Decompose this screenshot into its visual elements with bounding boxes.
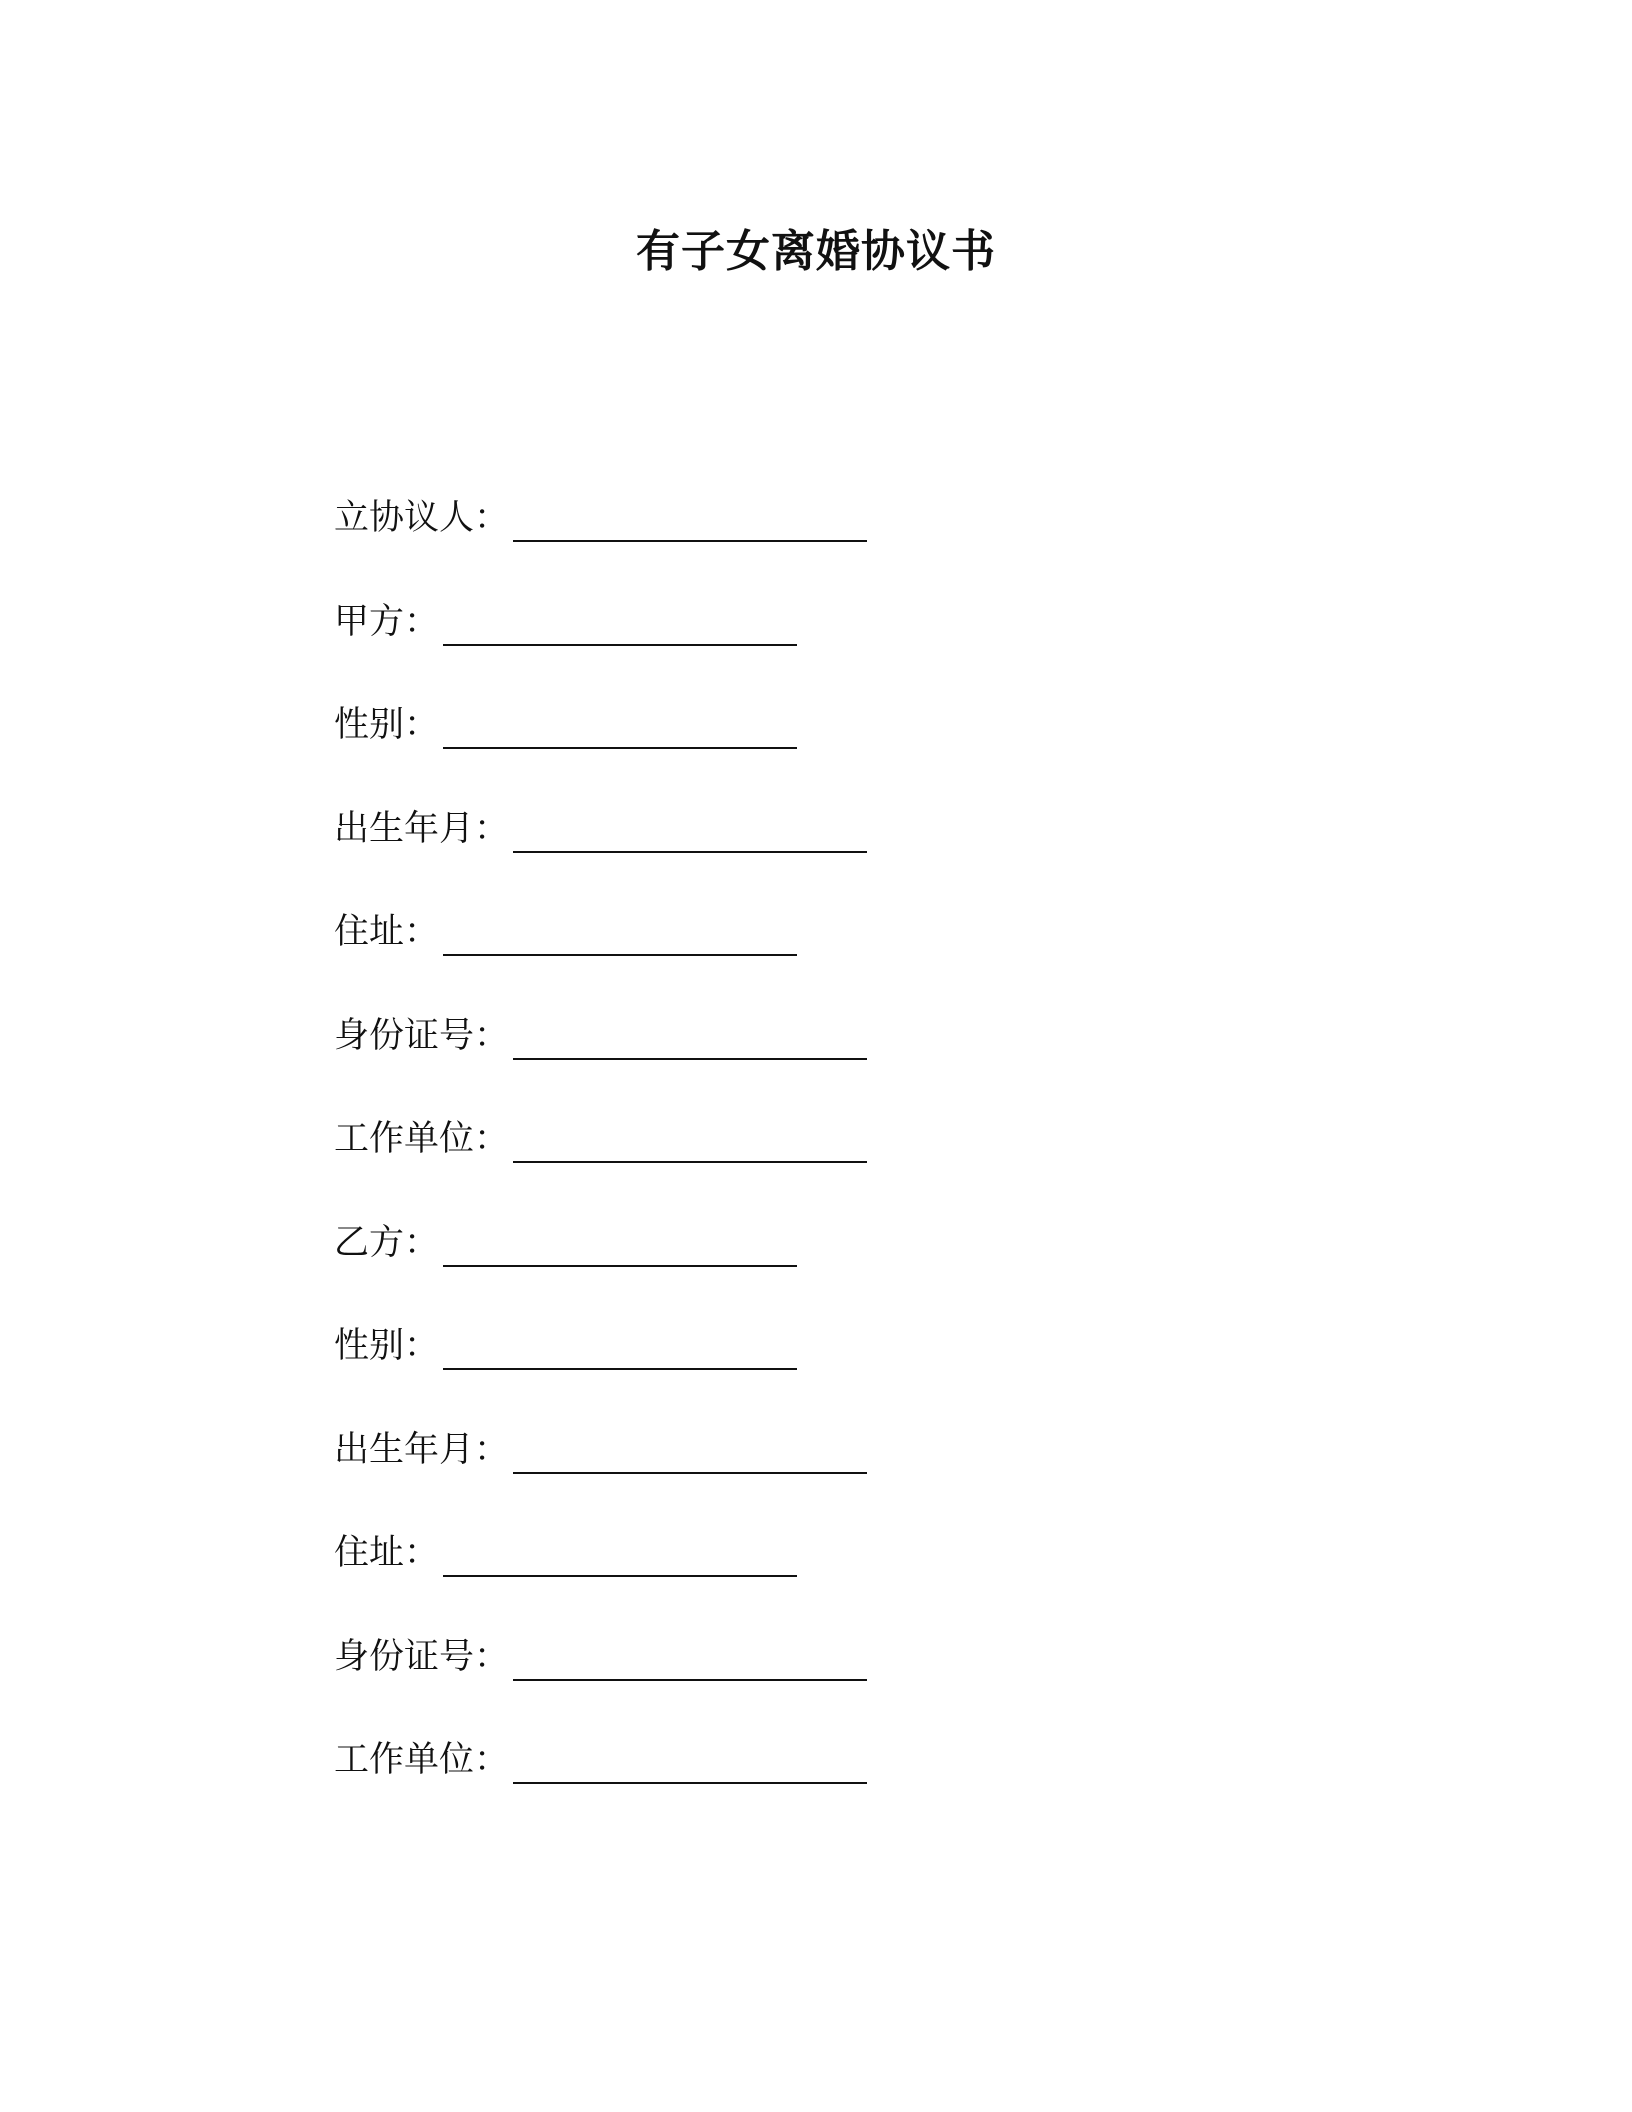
field-label: 工作单位：	[334, 1119, 510, 1159]
field-row-agreement-party	[334, 490, 1334, 594]
party-info-fields	[334, 490, 1334, 1836]
blank-fill-line[interactable]	[443, 1314, 797, 1370]
blank-fill-line[interactable]	[443, 1521, 797, 1577]
field-label: 性别：	[334, 705, 440, 745]
field-label: 甲方：	[334, 601, 440, 642]
field-label: 出生年月：	[334, 808, 510, 849]
blank-fill-line[interactable]	[513, 1728, 867, 1784]
field-label: 乙方：	[334, 1222, 440, 1263]
field-row-party-a-employer	[334, 1111, 1334, 1215]
blank-fill-line[interactable]	[513, 486, 867, 542]
field-label: 身份证号：	[334, 1636, 510, 1677]
field-label: 立协议人：	[334, 498, 510, 538]
field-label: 住址：	[334, 912, 440, 952]
field-label: 身份证号：	[334, 1015, 510, 1056]
field-label: 性别：	[334, 1326, 440, 1366]
blank-fill-line[interactable]	[513, 797, 867, 853]
blank-fill-line[interactable]	[513, 1004, 867, 1060]
field-row-party-b-birth-date	[334, 1422, 1334, 1526]
field-row-party-b-employer	[334, 1732, 1334, 1836]
blank-fill-line[interactable]	[443, 900, 797, 956]
field-row-party-a-id-number	[334, 1008, 1334, 1112]
field-row-party-b-id-number	[334, 1629, 1334, 1733]
field-row-party-b-address	[334, 1525, 1334, 1629]
field-row-party-a-address	[334, 904, 1334, 1008]
blank-fill-line[interactable]	[443, 1211, 797, 1267]
field-label: 工作单位：	[334, 1740, 510, 1780]
field-row-party-b	[334, 1215, 1334, 1319]
blank-fill-line[interactable]	[443, 590, 797, 646]
field-label: 住址：	[334, 1533, 440, 1573]
field-label: 出生年月：	[334, 1429, 510, 1470]
document-title: 有子女离婚协议书	[636, 226, 996, 277]
blank-fill-line[interactable]	[513, 1418, 867, 1474]
field-row-party-a-gender	[334, 697, 1334, 801]
field-row-party-b-gender	[334, 1318, 1334, 1422]
blank-fill-line[interactable]	[443, 693, 797, 749]
blank-fill-line[interactable]	[513, 1625, 867, 1681]
field-row-party-a	[334, 594, 1334, 698]
blank-fill-line[interactable]	[513, 1107, 867, 1163]
field-row-party-a-birth-date	[334, 801, 1334, 905]
